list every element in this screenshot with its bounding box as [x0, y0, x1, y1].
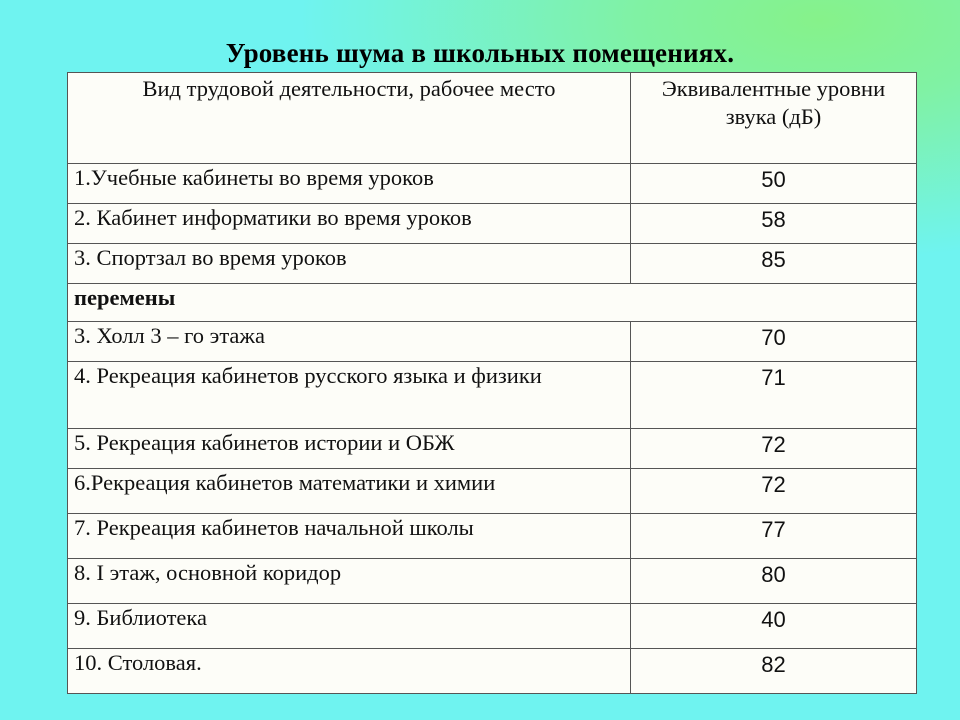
row-value: 50 [631, 164, 917, 204]
table-header-row [68, 73, 917, 164]
row-label: 4. Рекреация кабинетов русского языка и физики [68, 362, 631, 429]
row-value: 77 [631, 514, 917, 559]
section-label: перемены [68, 284, 917, 322]
table-row [68, 244, 917, 284]
row-value: 72 [631, 429, 917, 469]
row-value: 82 [631, 649, 917, 694]
table-row [68, 164, 917, 204]
table-row [68, 362, 917, 429]
table-row [68, 649, 917, 694]
table-row [68, 604, 917, 649]
row-label: 6.Рекреация кабинетов математики и химии [68, 469, 631, 514]
row-label: 3. Холл 3 – го этажа [68, 322, 631, 362]
header-level: Эквивалентные уровни звука (дБ) [631, 73, 917, 164]
row-label: 9. Библиотека [68, 604, 631, 649]
header-activity: Вид трудовой деятельности, рабочее место [68, 73, 631, 164]
row-value: 72 [631, 469, 917, 514]
row-label: 2. Кабинет информатики во время уроков [68, 204, 631, 244]
table-row [68, 204, 917, 244]
section-row [68, 284, 917, 322]
row-label: 8. I этаж, основной коридор [68, 559, 631, 604]
table-row [68, 322, 917, 362]
row-value: 58 [631, 204, 917, 244]
row-value: 80 [631, 559, 917, 604]
row-value: 40 [631, 604, 917, 649]
row-value: 70 [631, 322, 917, 362]
noise-level-table [67, 72, 917, 694]
table-row [68, 469, 917, 514]
row-value: 71 [631, 362, 917, 429]
table-row [68, 559, 917, 604]
row-label: 3. Спортзал во время уроков [68, 244, 631, 284]
row-label: 7. Рекреация кабинетов начальной школы [68, 514, 631, 559]
page-title: Уровень шума в школьных помещениях. [225, 38, 735, 68]
row-label: 5. Рекреация кабинетов истории и ОБЖ [68, 429, 631, 469]
table-row [68, 429, 917, 469]
row-label: 10. Столовая. [68, 649, 631, 694]
table-row [68, 514, 917, 559]
row-value: 85 [631, 244, 917, 284]
row-label: 1.Учебные кабинеты во время уроков [68, 164, 631, 204]
